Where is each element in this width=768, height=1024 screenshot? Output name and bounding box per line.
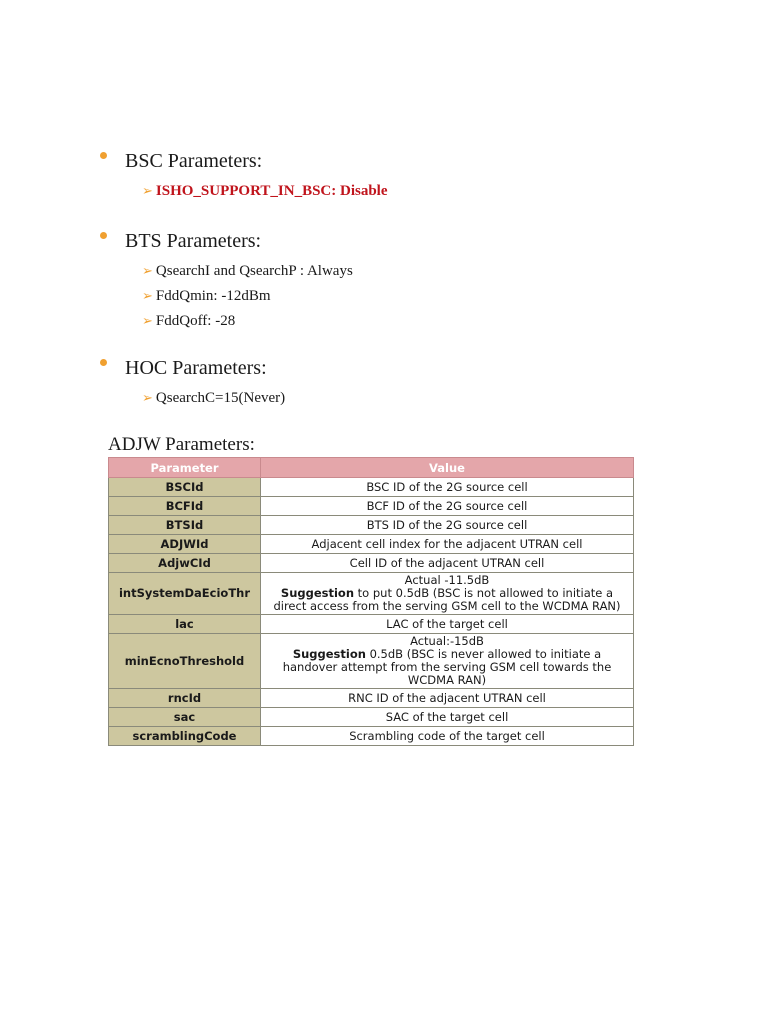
- table-row: AdjwCId Cell ID of the adjacent UTRAN cell: [109, 554, 634, 573]
- table-row: rncId RNC ID of the adjacent UTRAN cell: [109, 689, 634, 708]
- arrow-bullet-icon: ➢: [142, 314, 153, 329]
- table-header-row: [109, 458, 634, 478]
- bts-section: [100, 230, 353, 334]
- table-row: BSCId BSC ID of the 2G source cell: [109, 478, 634, 497]
- table-row: BCFId BCF ID of the 2G source cell: [109, 497, 634, 516]
- table-row: intSystemDaEcioThr Actual -11.5dB Suggestion to put 0.5dB (BSC is not allowed to initiate a direct access from the serving GSM cell to the WCDMA RAN): [109, 573, 634, 615]
- adjw-title: ADJW Parameters:: [108, 434, 255, 455]
- bts-item: ➢ FddQmin: -12dBm: [142, 284, 353, 309]
- bts-title: BTS Parameters:: [125, 230, 262, 252]
- hoc-title: HOC Parameters:: [125, 357, 267, 379]
- value-cell: Actual:-15dB Suggestion 0.5dB (BSC is never allowed to initiate a handover attempt from the serving GSM cell towards the WCDMA RAN): [261, 634, 634, 689]
- bts-item: ➢ FddQoff: -28: [142, 309, 353, 334]
- table-row: BTSId BTS ID of the 2G source cell: [109, 516, 634, 535]
- column-header-value: Value: [261, 458, 634, 478]
- bsc-title: BSC Parameters:: [125, 150, 263, 172]
- bullet-dot-icon: [100, 359, 107, 366]
- column-header-parameter: Parameter: [109, 458, 261, 478]
- arrow-bullet-icon: ➢: [142, 184, 153, 199]
- hoc-item: ➢ QsearchC=15(Never): [142, 386, 285, 411]
- bsc-item: ➢ ISHO_SUPPORT_IN_BSC: Disable: [142, 179, 388, 204]
- table-row: lac LAC of the target cell: [109, 615, 634, 634]
- bts-item: ➢ QsearchI and QsearchP : Always: [142, 259, 353, 284]
- adjw-parameter-table: [108, 457, 634, 746]
- arrow-bullet-icon: ➢: [142, 391, 153, 406]
- bsc-section: [100, 150, 388, 204]
- table-row: ADJWId Adjacent cell index for the adjacent UTRAN cell: [109, 535, 634, 554]
- table-row: sac SAC of the target cell: [109, 708, 634, 727]
- arrow-bullet-icon: ➢: [142, 289, 153, 304]
- hoc-section: [100, 357, 285, 411]
- bullet-dot-icon: [100, 232, 107, 239]
- bullet-dot-icon: [100, 152, 107, 159]
- arrow-bullet-icon: ➢: [142, 264, 153, 279]
- table-row: minEcnoThreshold Actual:-15dB Suggestion 0.5dB (BSC is never allowed to initiate a handover attempt from the serving GSM cell towards the WCDMA RAN): [109, 634, 634, 689]
- table-row: scramblingCode Scrambling code of the target cell: [109, 727, 634, 746]
- value-cell: Actual -11.5dB Suggestion to put 0.5dB (BSC is not allowed to initiate a direct access from the serving GSM cell to the WCDMA RAN): [261, 573, 634, 615]
